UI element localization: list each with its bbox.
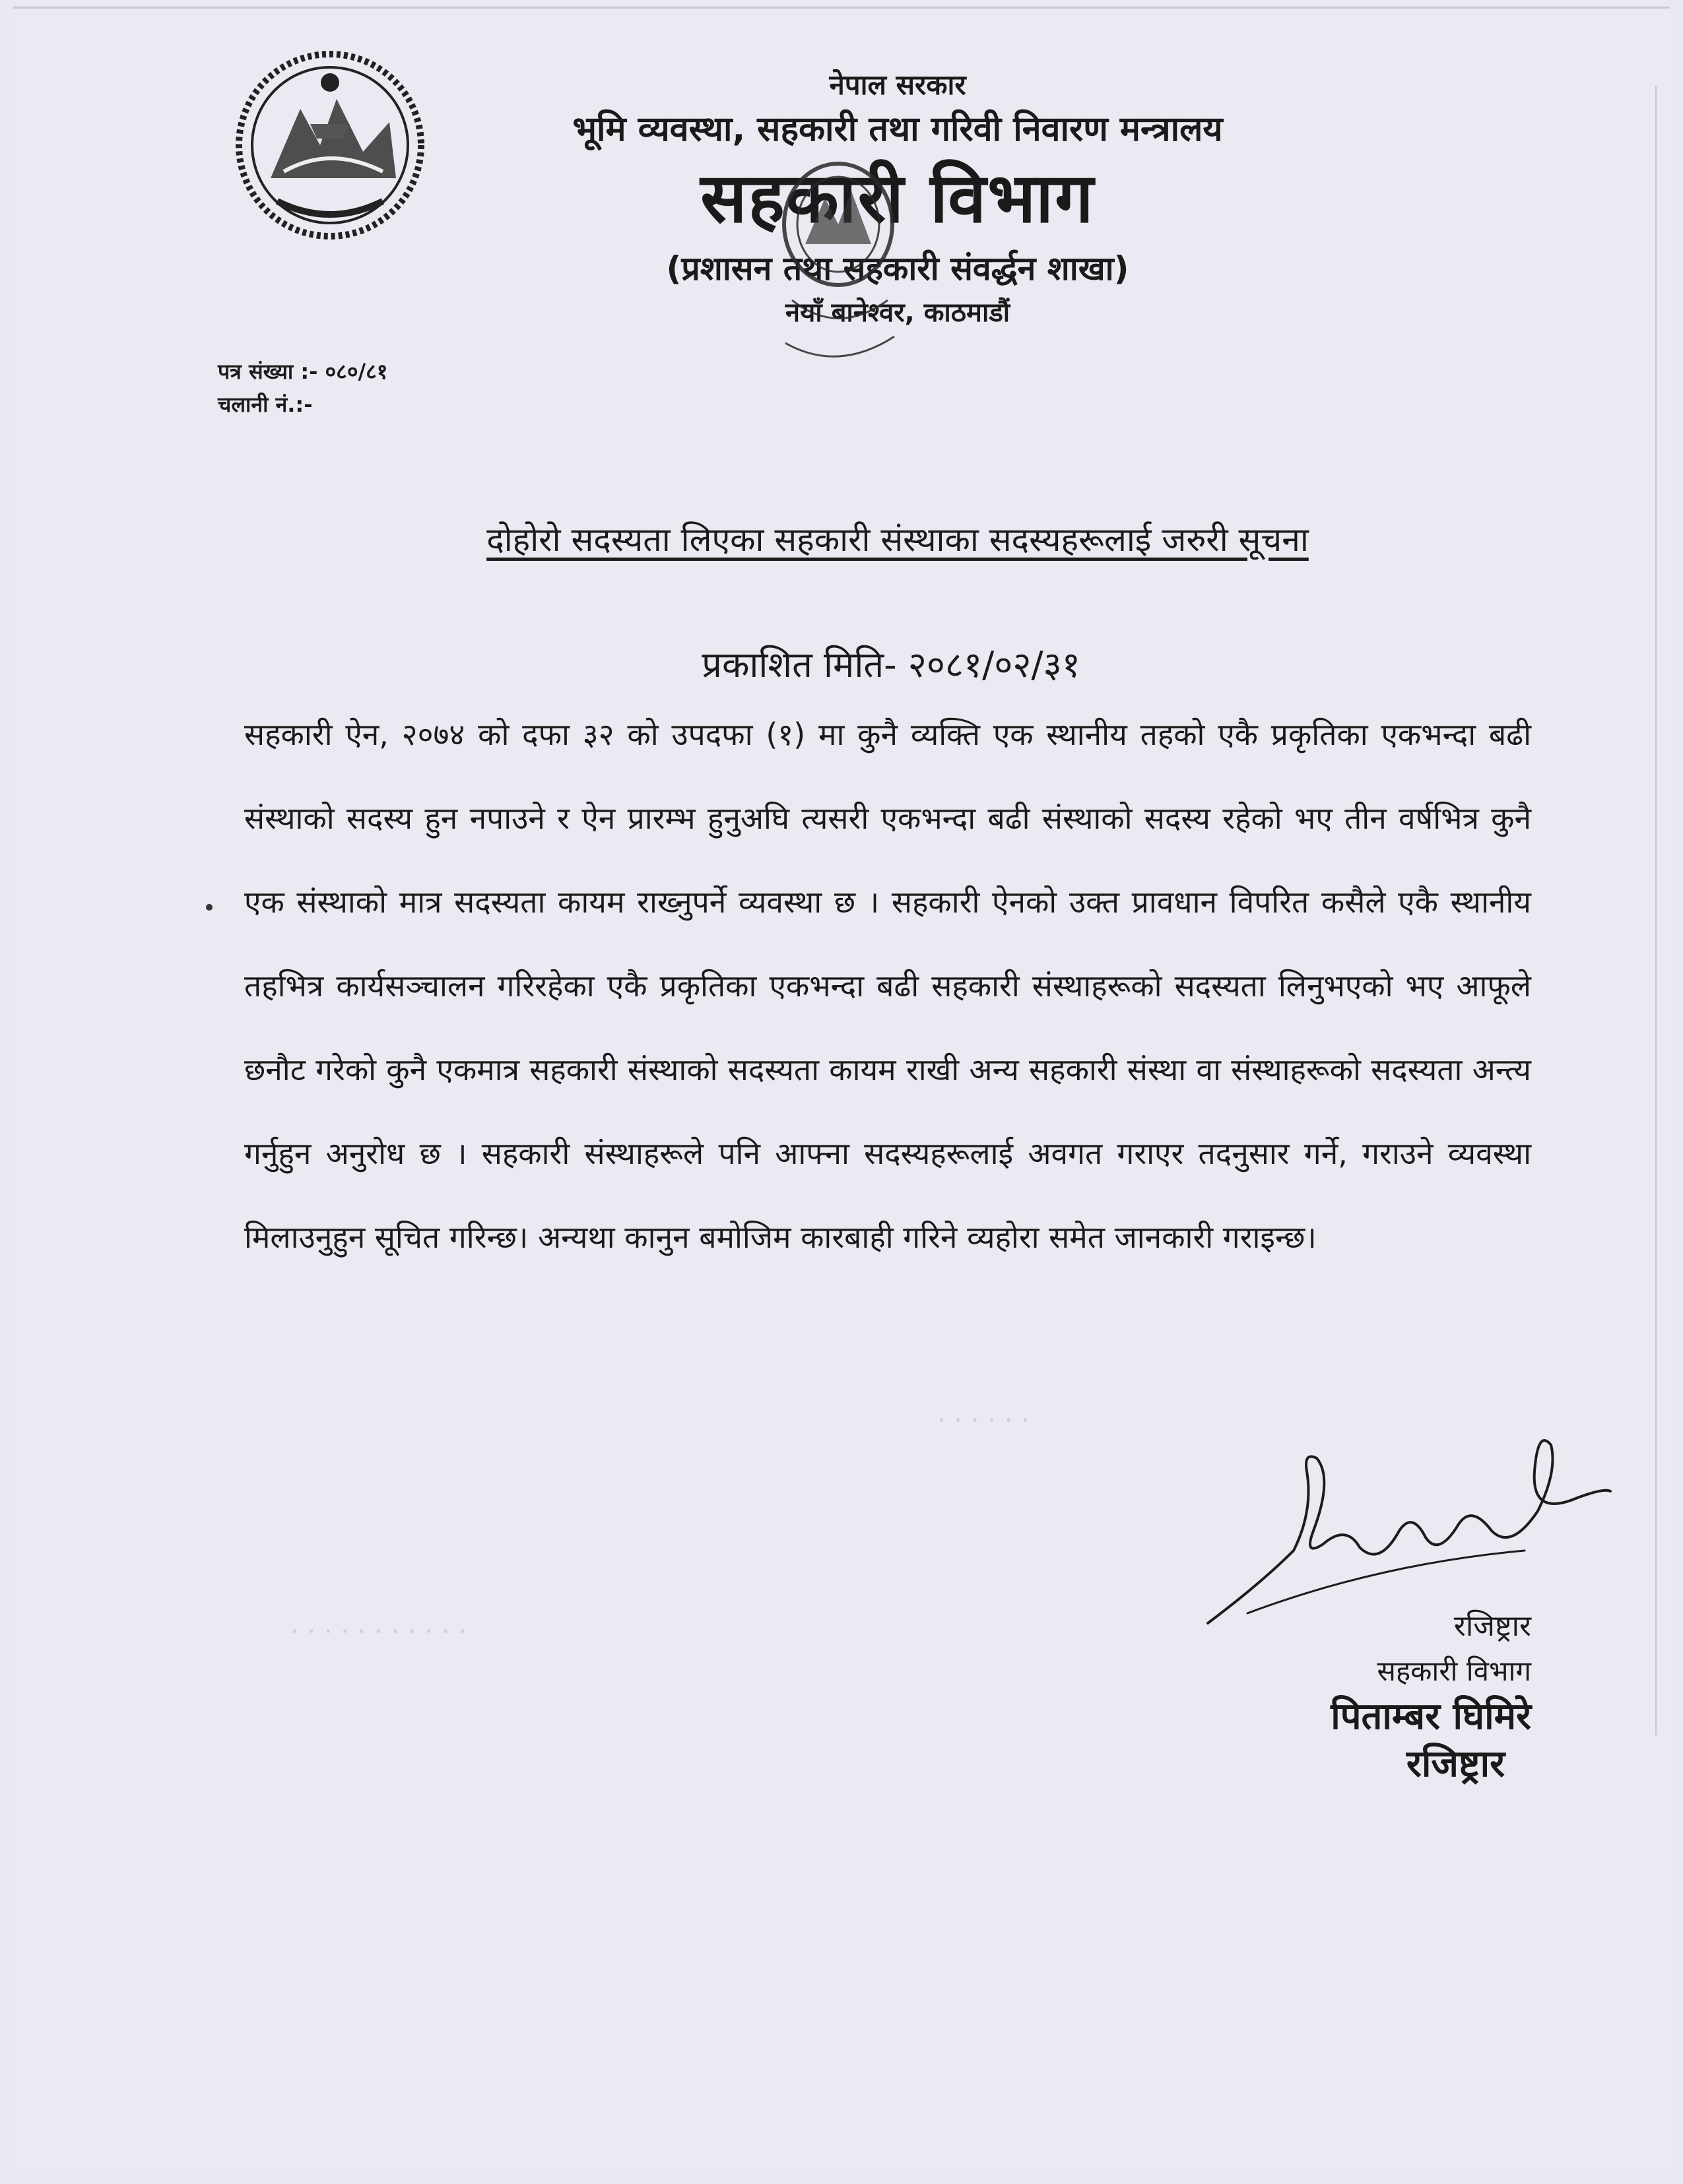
nepal-emblem-icon [231, 46, 429, 244]
scan-edge-top [13, 7, 1670, 9]
signatory-name: पिताम्बर घिमिरे [1331, 1695, 1531, 1738]
bleed-through-text: · · · · · · [937, 1405, 1030, 1436]
office-stamp-icon [713, 145, 964, 409]
letter-reference-block [218, 355, 387, 421]
scan-edge-right [1655, 86, 1657, 1735]
signatory-department: सहकारी विभाग [1377, 1655, 1531, 1687]
document-page [13, 7, 1670, 2171]
signature-block [1254, 1603, 1558, 1788]
department-name: सहकारी विभाग [700, 158, 1095, 238]
office-address: नयाँ बानेश्वर, काठमाडौं [785, 298, 1010, 328]
letter-number: पत्र संख्या :- ०८०/८१ [218, 359, 388, 384]
notice-subject: दोहोरो सदस्यता लिएका सहकारी संस्थाका सदस्यहरूलाई जरुरी सूचना [486, 521, 1309, 559]
government-name: नेपाल सरकार [829, 69, 966, 101]
signatory-title: रजिष्ट्रार [1453, 1609, 1531, 1643]
branch-name: (प्रशासन तथा सहकारी संवर्द्धन शाखा) [666, 249, 1129, 288]
ministry-name: भूमि व्यवस्था, सहकारी तथा गरिवी निवारण मन्त्रालय [572, 110, 1223, 149]
bleed-through-text: · · · · · · · · · · · [290, 1617, 467, 1647]
published-date: प्रकाशित मिति- २०८१/०२/३१ [702, 644, 1080, 686]
signatory-role: रजिष्ट्रार [1406, 1743, 1505, 1785]
dispatch-number: चलानी नं.:- [218, 392, 313, 417]
margin-mark [206, 904, 213, 911]
handwritten-signature [1181, 1432, 1617, 1630]
notice-body: सहकारी ऐन, २०७४ को दफा ३२ को उपदफा (१) मा कुनै व्यक्ति एक स्थानीय तहको एकै प्रकृतिका एकभन्दा बढी संस्थाको सदस्य हुन नपाउने र ऐन प्रारम्भ हुनुअघि त्यसरी एकभन्दा बढी संस्थाको सदस्य रहेको भए तीन वर्षभित्र कुनै एक संस्थाको मात्र सदस्यता कायम राख्नुपर्ने व्यवस्था छ । सहकारी ऐनको उक्त प्रावधान विपरित कसैले एकै स्थानीय तहभित्र कार्यसञ्चालन गरिरहेका एकै प्रकृतिका एकभन्दा बढी सहकारी संस्थाहरूको सदस्यता लिनुभएको भए आफूले छनौट गरेको कुनै एकमात्र सहकारी संस्थाको सदस्यता कायम राखी अन्य सहकारी संस्था वा संस्थाहरूको सदस्यता अन्त्य गर्नुहुन अनुरोध छ । सहकारी संस्थाहरूले पनि आफ्ना सदस्यहरूलाई अवगत गराएर तदनुसार गर्ने, गराउने व्यवस्था मिलाउनुहुन सूचित गरिन्छ। अन्यथा कानुन बमोजिम कारबाही गरिने व्यहोरा समेत जानकारी गराइन्छ। [244, 717, 1531, 1255]
